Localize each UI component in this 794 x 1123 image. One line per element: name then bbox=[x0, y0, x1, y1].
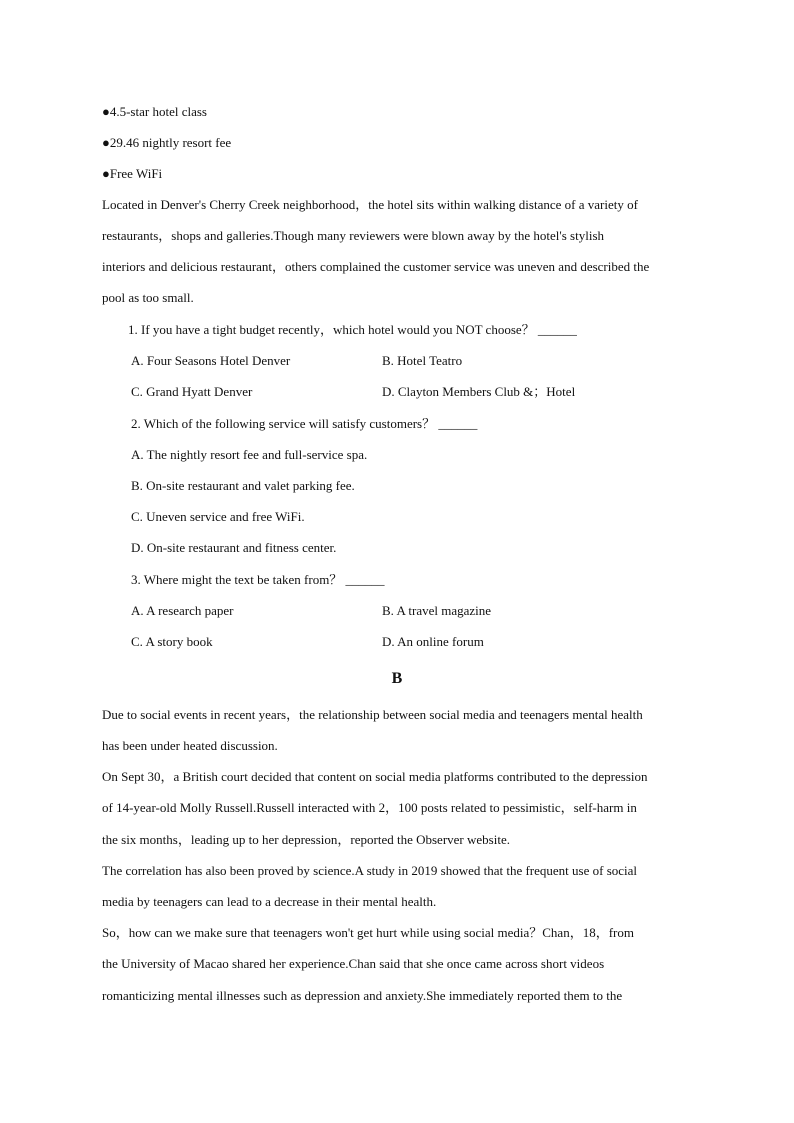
section-b-heading: B bbox=[391, 670, 403, 687]
section-b-line: On Sept 30，a British court decided that content on social media platforms contributed to the depression bbox=[102, 769, 648, 784]
section-b-line: media by teenagers can lead to a decrease in their mental health. bbox=[102, 894, 437, 909]
hotel-class-bullet: ●4.5-star hotel class bbox=[102, 104, 207, 119]
q1-option-c: C. Grand Hyatt Denver bbox=[131, 384, 253, 399]
q2-option-d: D. On-site restaurant and fitness center. bbox=[131, 540, 337, 555]
q2-option-c: C. Uneven service and free WiFi. bbox=[131, 509, 305, 524]
q2-option-b: B. On-site restaurant and valet parking fee. bbox=[131, 478, 355, 493]
section-b-line: The correlation has also been proved by science.A study in 2019 showed that the frequent use of social bbox=[102, 863, 638, 878]
section-b-line: the University of Macao shared her experience.Chan said that she once came across short videos bbox=[102, 956, 605, 971]
hotel-paragraph-line: pool as too small. bbox=[102, 290, 194, 305]
section-b-line: of 14-year-old Molly Russell.Russell interacted with 2，100 posts related to pessimistic，self-harm in bbox=[102, 800, 637, 815]
q3-option-c: C. A story book bbox=[131, 634, 213, 649]
section-b-line: romanticizing mental illnesses such as depression and anxiety.She immediately reported them to the bbox=[102, 988, 623, 1003]
q1-option-a: A. Four Seasons Hotel Denver bbox=[131, 353, 291, 368]
q3-option-a: A. A research paper bbox=[131, 603, 234, 618]
question-3: 3. Where might the text be taken from？ ______ bbox=[131, 572, 385, 587]
hotel-paragraph-line: interiors and delicious restaurant，others complained the customer service was uneven and described the bbox=[102, 259, 650, 274]
section-b-line: the six months，leading up to her depression，reported the Observer website. bbox=[102, 832, 510, 847]
resort-fee-bullet: ●29.46 nightly resort fee bbox=[102, 135, 232, 150]
q3-option-b: B. A travel magazine bbox=[382, 603, 492, 618]
wifi-bullet: ●Free WiFi bbox=[102, 166, 163, 181]
question-1: 1. If you have a tight budget recently，which hotel would you NOT choose？ ______ bbox=[128, 322, 577, 337]
q2-option-a: A. The nightly resort fee and full-service spa. bbox=[131, 447, 368, 462]
question-2: 2. Which of the following service will satisfy customers？ ______ bbox=[131, 416, 478, 431]
section-b-line: Due to social events in recent years，the relationship between social media and teenagers mental health bbox=[102, 707, 643, 722]
hotel-paragraph-line: restaurants，shops and galleries.Though many reviewers were blown away by the hotel's stylish bbox=[102, 228, 604, 243]
section-b-line: has been under heated discussion. bbox=[102, 738, 278, 753]
section-b-line: So，how can we make sure that teenagers won't get hurt while using social media？Chan，18，from bbox=[102, 925, 634, 940]
hotel-paragraph-line: Located in Denver's Cherry Creek neighborhood，the hotel sits within walking distance of a variety of bbox=[102, 197, 638, 212]
q1-option-d: D. Clayton Members Club &；Hotel bbox=[382, 384, 576, 399]
q1-option-b: B. Hotel Teatro bbox=[382, 353, 463, 368]
q3-option-d: D. An online forum bbox=[382, 634, 484, 649]
